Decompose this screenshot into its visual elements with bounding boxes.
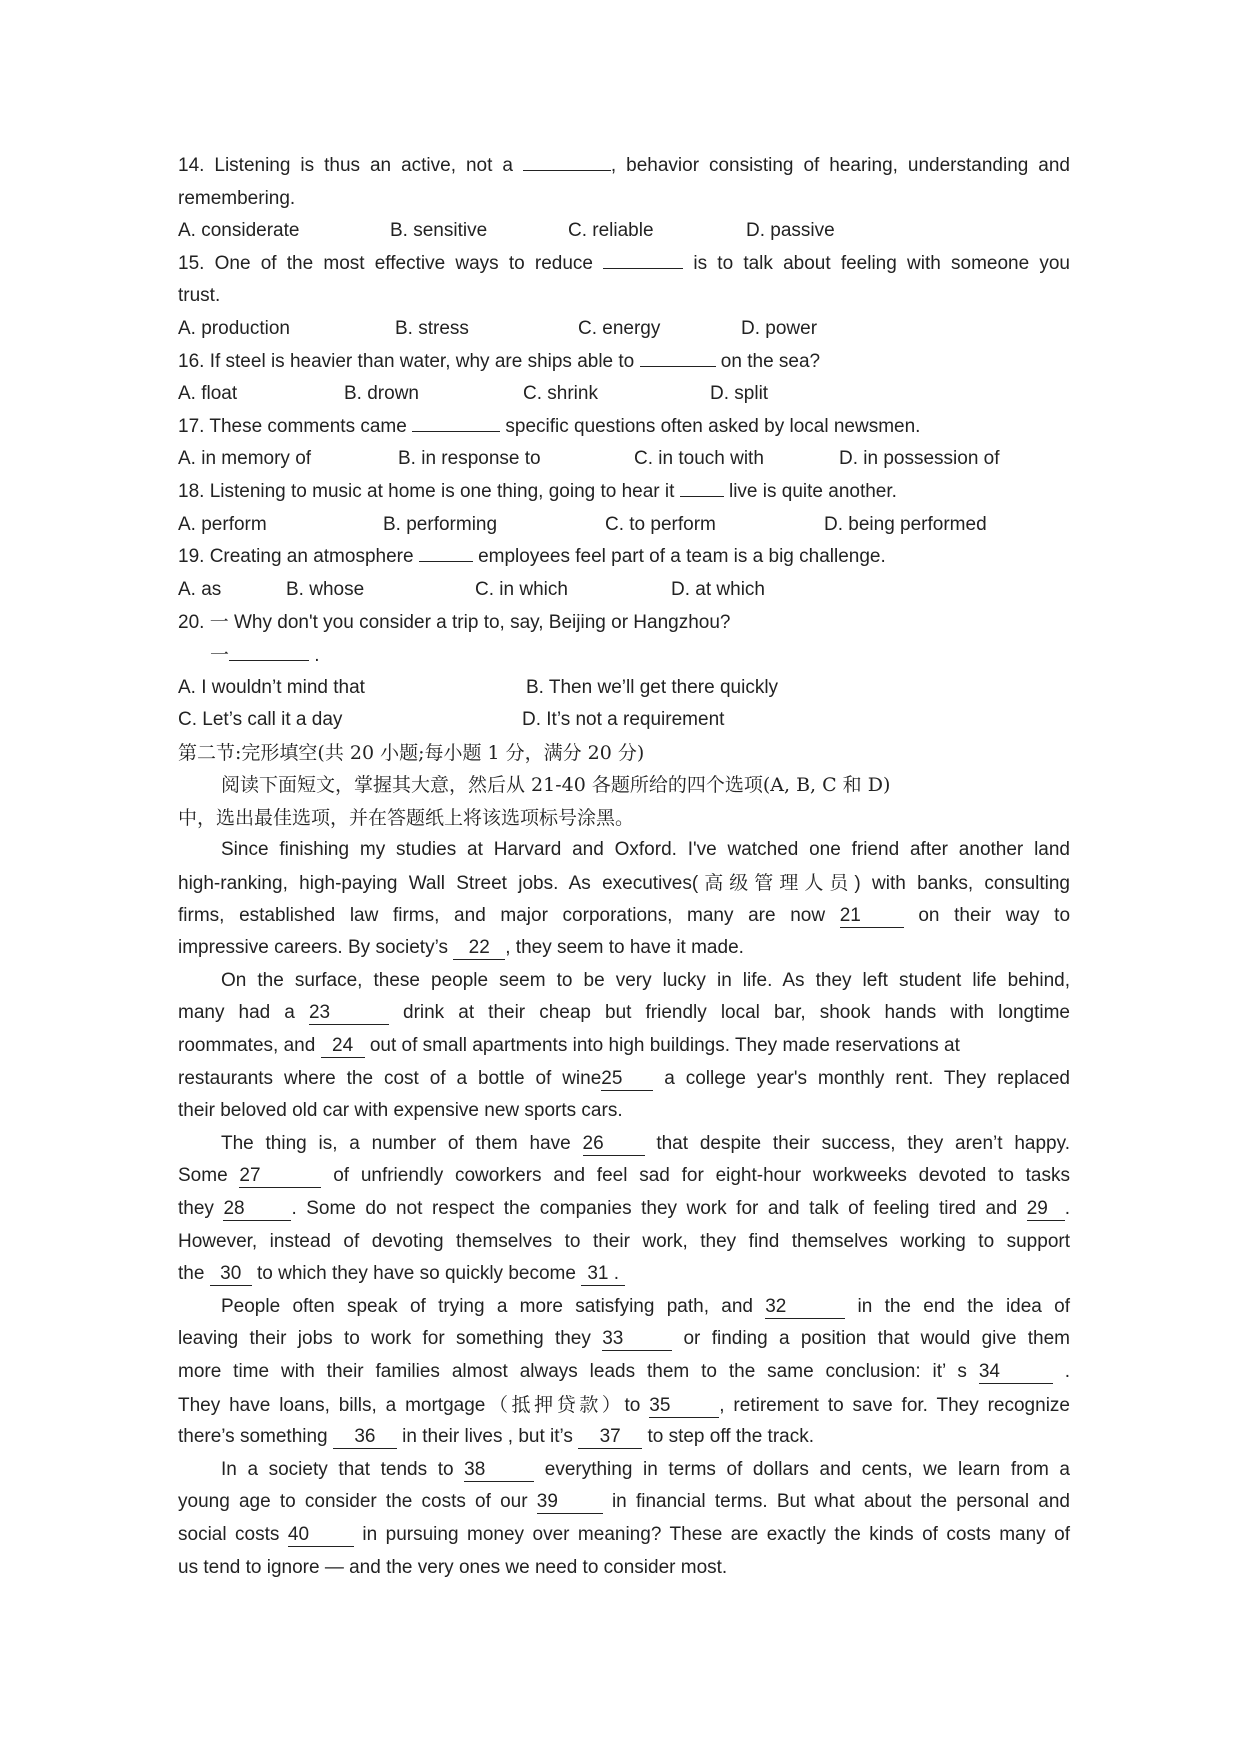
cloze-blank-31: 31 . <box>581 1263 625 1286</box>
question-text: specific questions often asked by local newsmen. <box>500 415 921 437</box>
passage-text: However, instead of devoting themselves to their work, they find themselves working to support <box>178 1230 1070 1252</box>
cloze-blank-40: 40 <box>288 1524 354 1547</box>
option-c: C. to perform <box>605 513 716 535</box>
question-16-options <box>178 378 1070 411</box>
passage-text: They have loans, bills, a mortgage <box>178 1394 486 1416</box>
option-d: D. split <box>710 383 769 405</box>
question-text: Why don't you consider a trip to, say, Beijing or Hangzhou? <box>228 612 731 634</box>
passage-text: drink at their cheap but friendly local bar, shook hands with longtime <box>388 1002 1070 1024</box>
question-20-options-row1 <box>178 672 1070 705</box>
question-19-options <box>178 574 1070 607</box>
question-20-options-row2 <box>178 704 1070 737</box>
passage-line <box>178 867 1070 900</box>
cloze-blank-21: 21 <box>840 905 904 928</box>
passage-text: ) with banks, consulting <box>854 873 1070 895</box>
passage-text: In a society that tends to <box>221 1458 465 1480</box>
answer-blank <box>229 660 309 661</box>
answer-blank <box>603 268 683 269</box>
question-text: , behavior consisting of hearing, understanding and <box>610 155 1070 176</box>
cloze-blank-22: 22 <box>453 937 505 960</box>
cloze-blank-33: 33 <box>602 1328 672 1351</box>
passage-text: in pursuing money over meaning? These are exactly the kinds of costs many of <box>353 1523 1071 1545</box>
question-16 <box>178 346 1070 379</box>
option-d: D. It’s not a requirement <box>522 709 725 731</box>
passage-line <box>178 1258 1070 1291</box>
passage-text: in financial terms. But what about the personal and <box>602 1491 1070 1513</box>
question-text: is to talk about feeling with someone you <box>683 252 1070 274</box>
passage-text: restaurants where the cost of a bottle of wine <box>178 1067 602 1089</box>
option-c: C. reliable <box>568 220 654 242</box>
option-d: D. power <box>741 317 818 339</box>
question-text: . <box>309 644 320 666</box>
option-b: B. performing <box>383 513 498 535</box>
option-c: C. in which <box>475 578 568 600</box>
cloze-blank-23: 23 <box>309 1002 389 1025</box>
passage-text: or finding a position that would give them <box>672 1328 1070 1350</box>
passage-text: that despite their success, they aren’t happy. <box>644 1132 1070 1154</box>
option-a: A. production <box>178 317 290 339</box>
passage-line: us tend to ignore — and the very ones we need to consider most. <box>178 1556 728 1578</box>
passage-text: there’s something <box>178 1426 333 1448</box>
option-a: A. perform <box>178 513 267 535</box>
cloze-blank-37: 37 <box>578 1426 642 1449</box>
cloze-blank-32: 32 <box>765 1296 845 1319</box>
question-text: live is quite another. <box>723 480 897 502</box>
section-instructions-continued: 中，选出最佳选项，并在答题纸上将该选项标号涂黑。 <box>178 806 635 829</box>
section-instructions: 阅读下面短文，掌握其大意，然后从 21-40 各题所给的四个选项(A, B, C 和 D) <box>221 774 891 797</box>
passage-line <box>178 900 1070 933</box>
passage-text: everything in terms of dollars and cents, we learn from a <box>534 1458 1070 1480</box>
answer-blank <box>523 170 611 171</box>
passage-text: firms, established law firms, and major corporations, many are now <box>178 904 840 926</box>
dialogue-dash: 一 <box>210 643 230 666</box>
option-a: A. in memory of <box>178 448 312 470</box>
question-20 <box>178 606 1070 639</box>
option-c: C. shrink <box>523 383 598 405</box>
option-c: C. in touch with <box>634 448 764 470</box>
passage-text: Some <box>178 1165 240 1187</box>
passage-line <box>178 1421 1070 1454</box>
passage-line <box>178 1356 1070 1389</box>
question-text: 14. Listening is thus an active, not a <box>178 155 523 176</box>
cloze-blank-34: 34 <box>979 1361 1053 1384</box>
question-14-continued: remembering. <box>178 187 296 209</box>
answer-blank <box>680 496 724 497</box>
passage-text: they <box>178 1198 224 1219</box>
passage-line <box>178 1486 1070 1519</box>
passage-line <box>178 1519 1070 1552</box>
passage-line <box>178 1063 1070 1096</box>
passage-text: , they seem to have it made. <box>505 937 744 959</box>
option-b: B. Then we’ll get there quickly <box>526 676 779 698</box>
cloze-blank-38: 38 <box>464 1459 534 1482</box>
option-b: B. whose <box>286 578 365 600</box>
passage-line <box>178 1226 1070 1259</box>
passage-text: on their way to <box>903 904 1071 926</box>
question-17 <box>178 411 1070 444</box>
passage-text: 高级管理人员 <box>698 872 855 895</box>
passage-text: People often speak of trying a more satisfying path, and <box>221 1295 766 1317</box>
option-a: A. I wouldn’t mind that <box>178 676 365 698</box>
question-14 <box>178 150 1070 183</box>
question-20-response <box>178 639 1070 672</box>
passage-text: more time with their families almost always leads them to the same conclusion: it’ s <box>178 1360 979 1382</box>
passage-line <box>178 932 1070 965</box>
option-b: B. in response to <box>398 448 541 470</box>
option-b: B. stress <box>395 317 469 339</box>
question-text: on the sea? <box>715 350 821 372</box>
passage-text: of unfriendly coworkers and feel sad for eight-hour workweeks devoted to tasks <box>321 1165 1071 1187</box>
question-18-options <box>178 509 1070 542</box>
passage-text: （抵押贷款） <box>485 1393 625 1416</box>
option-d: D. passive <box>746 220 835 242</box>
exam-page <box>178 150 1070 1584</box>
answer-blank <box>640 366 716 367</box>
passage-paragraph-3 <box>178 1128 1070 1161</box>
passage-line <box>178 1323 1070 1356</box>
passage-text: . <box>1052 1360 1070 1382</box>
passage-text: The thing is, a number of them have <box>221 1132 583 1154</box>
question-15 <box>178 248 1070 281</box>
passage-text: to which they have so quickly become <box>251 1263 582 1285</box>
option-c: C. Let’s call it a day <box>178 709 343 731</box>
dialogue-dash: 一 <box>209 611 229 634</box>
cloze-blank-28: 28 <box>223 1198 291 1221</box>
option-a: A. as <box>178 578 222 600</box>
option-a: A. considerate <box>178 220 300 242</box>
question-text: 16. If steel is heavier than water, why are ships able to <box>178 350 640 372</box>
passage-text: in their lives , but it’s <box>396 1426 579 1448</box>
question-19 <box>178 541 1070 574</box>
question-number: 20. <box>178 612 205 634</box>
option-c: C. energy <box>578 317 661 339</box>
passage-text: leaving their jobs to work for something they <box>178 1328 603 1350</box>
passage-line <box>178 1389 1070 1422</box>
passage-text: the <box>178 1263 210 1285</box>
option-d: D. at which <box>671 578 765 600</box>
passage-paragraph-1 <box>178 834 1070 867</box>
question-14-options <box>178 215 1070 248</box>
answer-blank <box>419 561 473 562</box>
question-text: 17. These comments came <box>178 415 413 437</box>
cloze-blank-27: 27 <box>239 1165 321 1188</box>
passage-paragraph-2 <box>178 965 1070 998</box>
cloze-blank-25: 25 <box>601 1068 653 1091</box>
passage-text: high-ranking, high-paying Wall Street jobs. As executives( <box>178 873 699 895</box>
option-b: B. sensitive <box>390 220 488 242</box>
passage-line <box>178 1160 1070 1193</box>
question-text: employees feel part of a team is a big challenge. <box>472 546 886 568</box>
cloze-blank-30: 30 <box>210 1263 252 1286</box>
passage-text: to <box>624 1394 650 1416</box>
passage-text: roommates, and <box>178 1035 321 1057</box>
cloze-blank-24: 24 <box>321 1035 365 1058</box>
passage-text: out of small apartments into high buildings. They made reservations at <box>364 1035 960 1057</box>
option-d: D. being performed <box>824 513 987 535</box>
option-d: D. in possession of <box>839 448 1000 470</box>
option-a: A. float <box>178 383 238 405</box>
passage-text: Since finishing my studies at Harvard and Oxford. I've watched one friend after another land <box>221 839 1070 861</box>
passage-text: in the end the idea of <box>845 1295 1070 1317</box>
passage-text: . <box>1064 1198 1070 1219</box>
passage-line <box>178 1193 1070 1226</box>
passage-text: On the surface, these people seem to be very lucky in life. As they left student life behind, <box>221 969 1070 991</box>
passage-text: to step off the track. <box>642 1426 814 1448</box>
passage-line <box>178 1030 1070 1063</box>
question-text: 18. Listening to music at home is one thing, going to hear it <box>178 480 680 502</box>
passage-text: social costs <box>178 1523 288 1545</box>
passage-text: . Some do not respect the companies they work for and talk of feeling tired and <box>291 1198 1027 1219</box>
cloze-blank-26: 26 <box>583 1133 645 1156</box>
passage-text: many had a <box>178 1002 309 1024</box>
passage-text: impressive careers. By society’s <box>178 937 454 959</box>
section-heading: 第二节:完形填空(共 20 小题;每小题 1 分，满分 20 分) <box>178 741 645 764</box>
passage-line: their beloved old car with expensive new sports cars. <box>178 1100 623 1122</box>
passage-paragraph-5 <box>178 1454 1070 1487</box>
passage-text: a college year's monthly rent. They replaced <box>653 1067 1070 1089</box>
passage-text: young age to consider the costs of our <box>178 1491 537 1513</box>
passage-text: , retirement to save for. They recognize <box>719 1394 1070 1416</box>
passage-paragraph-4 <box>178 1291 1070 1324</box>
question-15-options <box>178 313 1070 346</box>
cloze-blank-39: 39 <box>537 1491 603 1514</box>
question-17-options <box>178 443 1070 476</box>
answer-blank <box>412 431 500 432</box>
cloze-blank-35: 35 <box>649 1395 719 1418</box>
question-18 <box>178 476 1070 509</box>
cloze-blank-36: 36 <box>333 1426 397 1449</box>
question-15-continued: trust. <box>178 285 221 307</box>
cloze-blank-29: 29 <box>1027 1198 1065 1221</box>
question-text: 19. Creating an atmosphere <box>178 546 419 568</box>
option-b: B. drown <box>344 383 419 405</box>
passage-line <box>178 997 1070 1030</box>
question-text: 15. One of the most effective ways to reduce <box>178 252 604 274</box>
